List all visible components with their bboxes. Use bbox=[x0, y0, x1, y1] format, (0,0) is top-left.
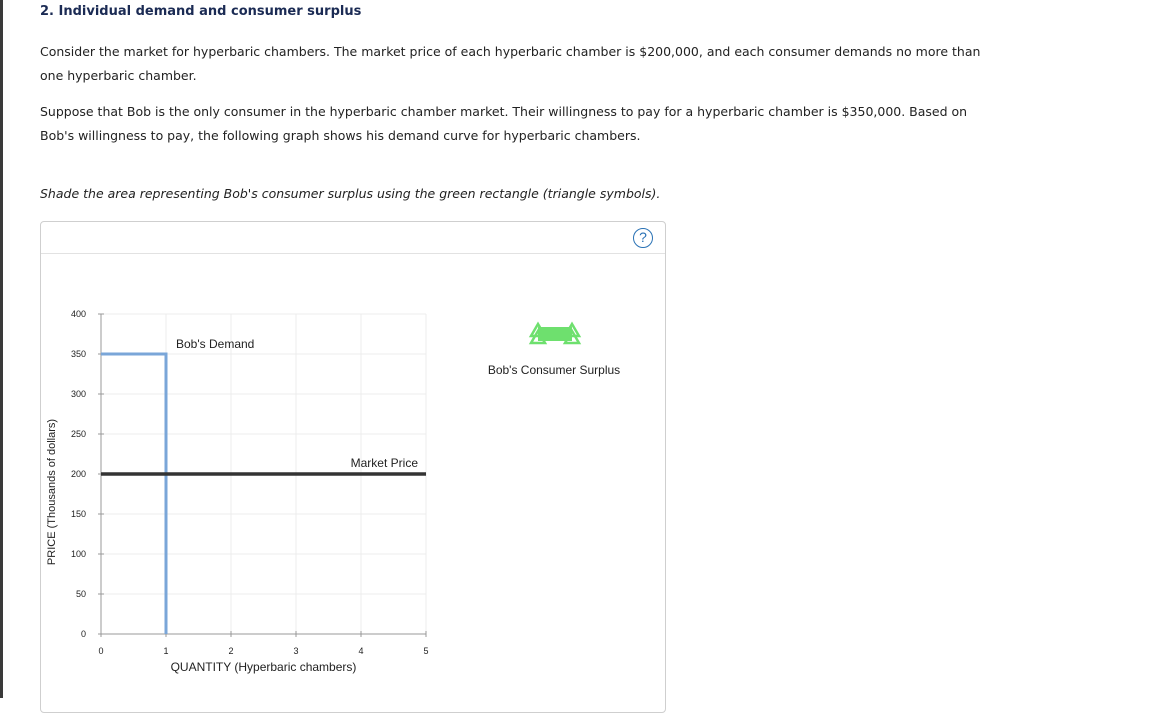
x-tick-label: 5 bbox=[423, 646, 429, 656]
graph-panel bbox=[40, 221, 666, 713]
chart-series bbox=[101, 354, 426, 634]
y-tick-label: 250 bbox=[70, 429, 86, 439]
y-tick-label: 50 bbox=[75, 589, 86, 599]
intro-line-2: one hyperbaric chamber. bbox=[40, 68, 197, 83]
x-axis-title: QUANTITY (Hyperbaric chambers) bbox=[170, 660, 357, 674]
question-heading: 2. Individual demand and consumer surplus bbox=[40, 4, 362, 19]
x-tick-label: 3 bbox=[293, 646, 299, 656]
instruction-text: Shade the area representing Bob's consumer surplus using the green rectangle (triangle symbols). bbox=[40, 186, 661, 201]
intro-paragraph bbox=[40, 40, 1040, 88]
y-tick-label: 0 bbox=[80, 629, 86, 639]
tool-label: Bob's Consumer Surplus bbox=[487, 363, 621, 377]
context-paragraph bbox=[40, 100, 1040, 148]
x-tick-label: 4 bbox=[358, 646, 364, 656]
market-price-label: Market Price bbox=[350, 456, 418, 470]
y-tick-label: 100 bbox=[70, 549, 86, 559]
y-tick-label: 350 bbox=[70, 349, 86, 359]
consumer-surplus-tool[interactable] bbox=[531, 324, 579, 343]
x-tick-label: 2 bbox=[228, 646, 234, 656]
demand-chart bbox=[41, 222, 665, 698]
y-tick-label: 300 bbox=[70, 389, 86, 399]
help-icon[interactable]: ? bbox=[633, 228, 653, 248]
x-tick-label: 1 bbox=[163, 646, 169, 656]
demand-curve bbox=[101, 354, 166, 634]
chart-labels bbox=[46, 309, 429, 674]
y-tick-label: 150 bbox=[70, 509, 86, 519]
y-tick-label: 200 bbox=[70, 469, 86, 479]
x-tick-label: 0 bbox=[98, 646, 104, 656]
demand-label: Bob's Demand bbox=[176, 337, 255, 351]
left-edge-bar bbox=[0, 0, 3, 698]
y-tick-label: 400 bbox=[70, 309, 86, 319]
context-line-2: Bob's willingness to pay, the following graph shows his demand curve for hyperbaric chambers. bbox=[40, 128, 641, 143]
context-line-1: Suppose that Bob is the only consumer in the hyperbaric chamber market. Their willingness to pay for a hyperbaric chamber is $350,000. Based on bbox=[40, 104, 968, 119]
intro-line-1: Consider the market for hyperbaric chambers. The market price of each hyperbaric chamber is $200,000, and each consumer demands no more than bbox=[40, 44, 981, 59]
y-axis-title: PRICE (Thousands of dollars) bbox=[46, 418, 58, 566]
